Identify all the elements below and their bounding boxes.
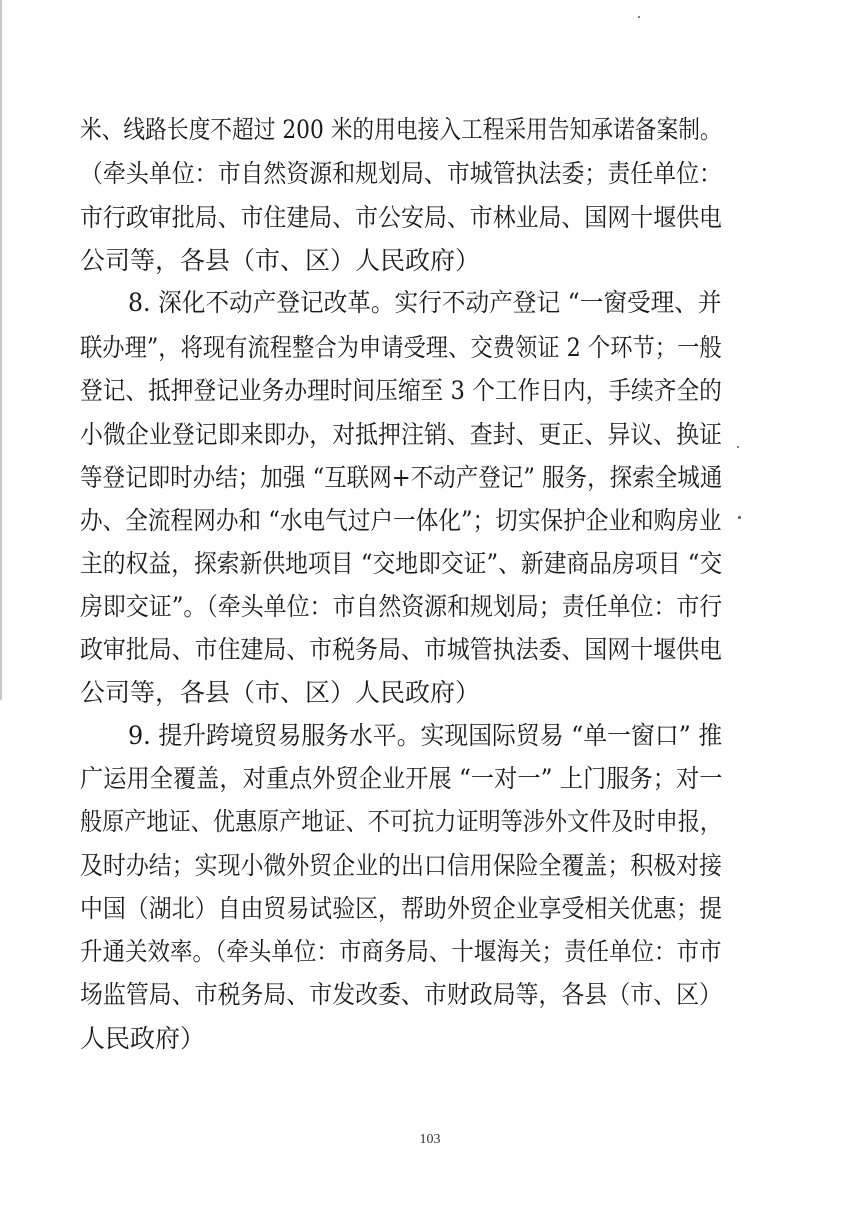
text-line: 9. 提升跨境贸易服务水平。实现国际贸易 “单一窗口” 推 [128,721,723,750]
scan-speck [738,516,741,519]
text-line: 人民政府） [80,1024,206,1053]
text-line: （牵头单位：市自然资源和规划局、市城管执法委；责任单位： [80,159,722,188]
text-line: 中国（湖北）自由贸易试验区，帮助外贸企业享受相关优惠；提 [80,894,722,923]
text-line: 政审批局、市住建局、市税务局、市城管执法委、国网十堰供电 [80,635,722,664]
text-line: 公司等，各县（市、区）人民政府） [80,678,481,707]
text-line: 办、全流程网办和 “水电气过户一体化”；切实保护企业和购房业 [80,506,722,535]
text-line: 及时办结；实现小微外贸企业的出口信用保险全覆盖；积极对接 [80,851,722,880]
text-line: 主的权益，探索新供地项目 “交地即交证”、新建商品房项目 “交 [80,549,723,578]
page-number: 103 [419,1132,441,1147]
text-line: 广运用全覆盖，对重点外贸企业开展 “一对一” 上门服务；对一 [80,764,723,793]
text-line: 场监管局、市税务局、市发改委、市财政局等，各县（市、区） [80,980,722,1009]
text-line: 房即交证”。（牵头单位：市自然资源和规划局；责任单位：市行 [80,592,723,621]
scan-speck [737,446,739,448]
text-line: 市行政审批局、市住建局、市公安局、市林业局、国网十堰供电 [80,203,722,232]
text-line: 登记、抵押登记业务办理时间压缩至 3 个工作日内，手续齐全的 [80,376,722,405]
scan-edge-shadow [0,0,2,700]
scan-speck [638,16,640,18]
text-line: 般原产地证、优惠原产地证、不可抗力证明等涉外文件及时申报， [80,807,723,836]
text-line: 8. 深化不动产登记改革。实行不动产登记 “一窗受理、并 [128,288,722,317]
text-line: 等登记即时办结；加强 “互联网+不动产登记” 服务，探索全城通 [80,463,723,492]
text-line: 公司等，各县（市、区）人民政府） [80,246,481,275]
text-line: 联办理”，将现有流程整合为申请受理、交费领证 2 个环节；一般 [80,333,722,362]
text-line: 升通关效率。（牵头单位：市商务局、十堰海关；责任单位：市市 [80,937,722,966]
text-line: 米、线路长度不超过 200 米的用电接入工程采用告知承诺备案制。 [80,115,722,144]
text-line: 小微企业登记即来即办，对抵押注销、查封、更正、异议、换证 [80,420,722,449]
